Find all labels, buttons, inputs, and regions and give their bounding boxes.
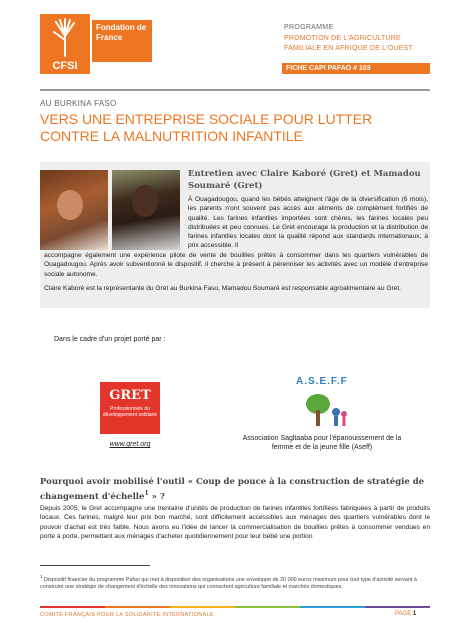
interview-roles: Claire Kaboré est la représentante du Gret au Burkina Faso, Mamadou Soumaré est responsable agroalimentaire au Gret. <box>44 285 401 292</box>
fiche-number: FICHE CAPI PAFAO # 103 <box>282 63 430 74</box>
interview-intro: À Ouagadougou, quand les bébés atteignent l'âge de la diversification (6 mois), les parents n'ont souvent pas accès aux aliments de complément fortifiés de qualité. Les farines infantiles importées sont chères, les farines locales peu distribuées et peu connues. Le Gret encourage la production et la distribution de farines infantiles locales dont la qualité répond aux standards internationaux, à prix accessible. Il <box>188 196 428 250</box>
header-divider <box>40 89 430 91</box>
gret-website-link[interactable]: www.gret.org <box>109 441 151 448</box>
stripe-segment <box>300 606 365 608</box>
page-label: PAGE <box>395 611 412 617</box>
portrait-face-icon <box>132 185 158 217</box>
footnote-divider <box>40 565 150 566</box>
portrait-face-icon <box>57 190 83 220</box>
hand-logo-icon <box>50 18 80 58</box>
question-title-text: Pourquoi avoir mobilisé l'outil « Coup de pouce à la construction de stratégie de changement d'échelle <box>40 477 425 502</box>
footer-color-stripe <box>40 606 430 608</box>
interview-title: Entretien avec Claire Kaboré (Gret) et Mamadou Soumaré (Gret) <box>188 169 421 191</box>
stripe-segment <box>40 606 105 608</box>
page-num: 1 <box>412 611 417 617</box>
aseff-logo-text: A.S.E.F.F <box>296 376 348 387</box>
project-context: Dans le cadre d'un projet porté par : <box>54 336 166 343</box>
footnote <box>40 573 430 591</box>
stripe-segment <box>170 606 235 608</box>
aseff-tree-icon <box>298 392 350 428</box>
footer-organization: COMITÉ FRANÇAIS POUR LA SOLIDARITÉ INTERNATIONALE <box>40 612 214 618</box>
stripe-segment <box>365 606 430 608</box>
question-title <box>40 476 430 503</box>
cfsi-logo-text: CFSI <box>52 60 78 72</box>
interview-intro-continued: accompagne également une expérience pilote de vente de bouillies prêtes à consommer dans les quartiers vulnérables de Ouagadougou. Après avoir subventionné le dispositif, il cherche à présent à pérenniser les activités avec un modèle d'entreprise sociale autonome. <box>44 252 428 278</box>
gret-logo-text: GRET <box>109 388 151 403</box>
gret-tagline: Professionnels du développement solidaire <box>102 406 158 418</box>
article-title: VERS UNE ENTREPRISE SOCIALE POUR LUTTER CONTRE LA MALNUTRITION INFANTILE <box>40 111 373 144</box>
stripe-segment <box>105 606 170 608</box>
article-kicker: AU BURKINA FASO <box>40 99 117 108</box>
footnote-number: 1 <box>40 574 43 579</box>
question-title-end: » ? <box>148 491 165 502</box>
stripe-segment <box>235 606 300 608</box>
question-answer: Depuis 2005, le Gret accompagne une trentaine d'unités de production de farines infantiles fortifiées fabriquées à partir de produits locaux. Ces farines, malgré leur prix bon marché, sont difficilement accessibles aux ménages des quartiers vulnérables dont le pouvoir d'achat est très faible. Nous avons eu l'idée de lancer la commercialisation de bouillies prêtes à consommer vendues en porte à porte, permettant aux ménages d'acheter quotidiennement pour leur bébé une portion <box>40 505 430 540</box>
footnote-text: Dispositif financier du programme Pafao qui met à disposition des organisations une enveloppe de 20 000 euros maximum pour tout type d'activité servant à construire une stratégie de changement d'échelle des innovations qui connectent agriculture familiale et marchés domestiques. <box>40 576 417 590</box>
program-title: PROMOTION DE L'AGRICULTURE FAMILIALE EN AFRIQUE DE L'OUEST <box>284 35 413 52</box>
page-number <box>395 611 416 617</box>
fondation-de-france-logo: Fondation de France <box>92 20 152 62</box>
program-label: PROGRAMME <box>284 24 334 31</box>
footnote-reference[interactable]: 1 <box>144 490 149 497</box>
aseff-caption: Association Sagltaaba pour l'épanouissement de la femme et de la jeune fille (Aseff) <box>242 435 402 451</box>
